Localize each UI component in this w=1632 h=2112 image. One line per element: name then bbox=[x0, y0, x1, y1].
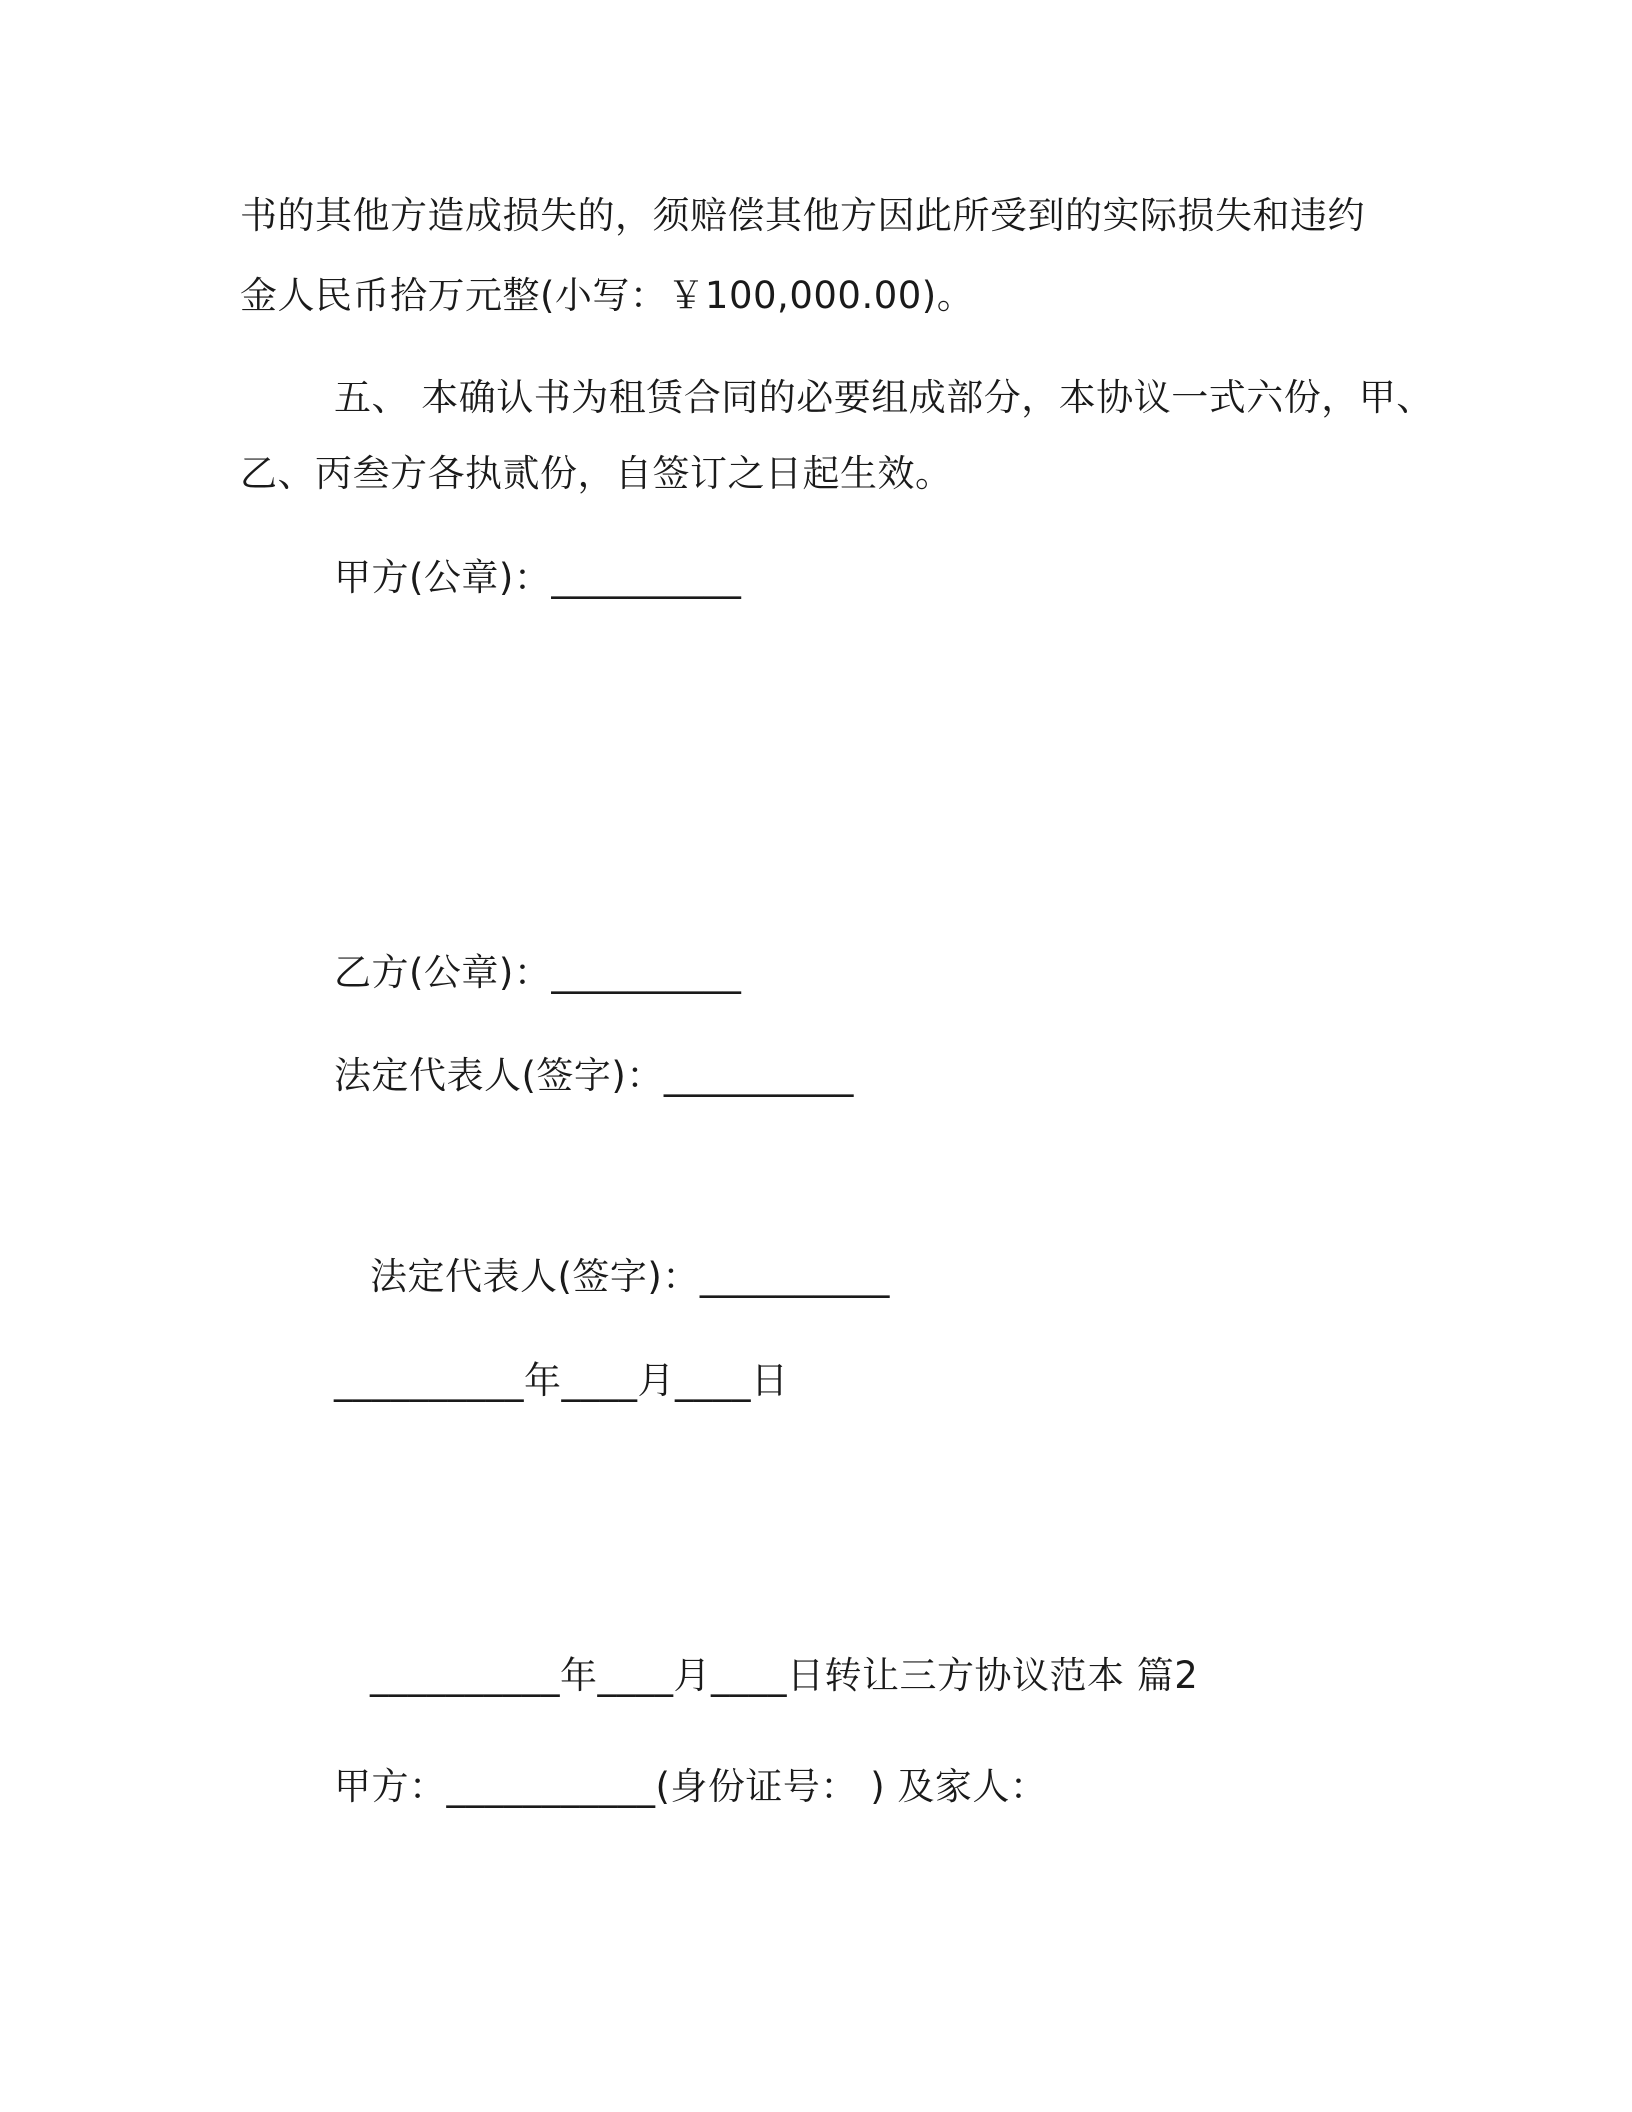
clause-five-line-2: 乙、丙叁方各执贰份，自签订之日起生效。 bbox=[240, 452, 953, 495]
paragraph-four-line-1: 书的其他方造成损失的，须赔偿其他方因此所受到的实际损失和违约 bbox=[240, 194, 1365, 237]
party-a-seal-line: 甲方(公章)：__________ bbox=[334, 556, 742, 599]
date-line: __________年____月____日 bbox=[334, 1359, 789, 1402]
paragraph-four-line-2: 金人民币拾万元整(小写：￥100,000.00)。 bbox=[240, 274, 975, 317]
legal-representative-line-1: 法定代表人(签字)：__________ bbox=[334, 1054, 854, 1097]
section-two-party-a-line: 甲方：___________(身份证号： ) 及家人： bbox=[334, 1765, 1048, 1808]
section-two-heading: __________年____月____日转让三方协议范本 篇2 bbox=[370, 1654, 1199, 1697]
legal-representative-line-2: 法定代表人(签字)：__________ bbox=[370, 1255, 890, 1298]
clause-five-line-1: 五、 本确认书为租赁合同的必要组成部分，本协议一式六份，甲、 bbox=[334, 376, 1434, 419]
party-b-seal-line: 乙方(公章)：__________ bbox=[334, 951, 742, 994]
